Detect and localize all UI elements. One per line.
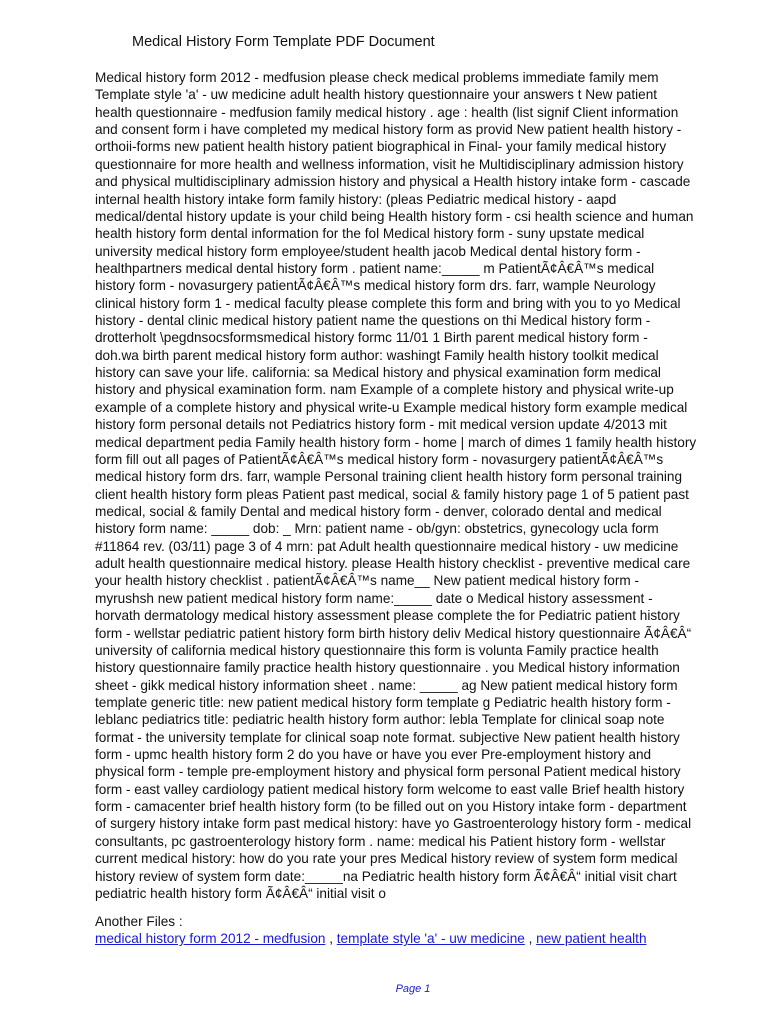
body-text-line: your health history checklist . patientÃ¢Â€Â™s name__ New patient medical history form - <box>95 573 639 589</box>
body-text-line: history review of system form date:_____na Pediatric health history form Ã¢Â€Â“ initial visit chart <box>95 868 677 884</box>
body-text-line: form fill out all pages of PatientÃ¢Â€Â™s medical history form - novasurgery patientÃ¢Â€Â™s <box>95 451 664 467</box>
body-text-line: consultants, pc gastroenterology history form . name: medical his Patient history form - wellstar <box>95 833 666 849</box>
body-text-line: form - east valley cardiology patient medical history form welcome to east valle Brief health history <box>95 781 685 797</box>
link-template-style-a[interactable]: template style 'a' - uw medicine <box>336 931 525 947</box>
body-text-line: horvath dermatology medical history assessment please complete the for Pediatric patient history <box>95 608 680 624</box>
body-text-line: history can save your life. california: sa Medical history and physical examination form medical <box>95 365 661 381</box>
link-separator: , <box>329 931 333 947</box>
page-number: Page 1 <box>395 983 431 995</box>
link-separator: , <box>528 931 533 947</box>
link-medical-history-form-2012[interactable]: medical history form 2012 - medfusion <box>95 931 326 947</box>
body-text-line: history questionnaire family practice health history questionnaire . you Medical history information <box>95 660 680 676</box>
body-text-line: Medical history form 2012 - medfusion please check medical problems immediate family mem <box>95 70 659 85</box>
body-text-line: of surgery history intake form past medical history: have yo Gastroenterology history form - medical <box>95 816 692 832</box>
body-text-line: health history form dental information for the fol Medical history form - suny upstate medical <box>95 226 645 242</box>
body-text-line: healthpartners medical dental history form . patient name:_____ m PatientÃ¢Â€Â™s medical <box>95 260 655 276</box>
body-text-line: medical, social & family Dental and medical history form - denver, colorado dental and medical <box>95 503 662 519</box>
body-text-line: history form name: _____ dob: _ Mrn: patient name - ob/gyn: obstetrics, gynecology ucla form <box>95 521 659 537</box>
body-text-line: internal health history intake form family history: (pleas Pediatric medical history - aapd <box>95 191 617 207</box>
body-text-line: questionnaire for more health and wellness information, visit he Multidisciplinary admission history <box>95 156 684 172</box>
body-text-line: Template style 'a' - uw medicine adult health history questionnaire your answers t New patient <box>95 87 658 103</box>
body-text-line: client health history form pleas Patient past medical, social & family history page 1 of 5 patient past <box>95 486 689 502</box>
body-text-line: #11864 rev. (03/11) page 3 of 4 mrn: pat Adult health questionnaire medical history - uw medicine <box>95 538 679 554</box>
body-text-line: sheet - gikk medical history information sheet . name: _____ ag New patient medical history form <box>95 677 678 693</box>
body-text-line: drotterholt \pegdnsocsformsmedical history formc 11/01 1 Birth parent medical history form - <box>95 330 648 346</box>
body-text-line: format - the university template for clinical soap note format. subjective New patient health history <box>95 729 680 745</box>
body-text-line: leblanc pediatrics title: pediatric health history form author: lebla Template for clinical soap note <box>95 712 665 728</box>
body-text-line: history form personal details not Pediatrics history form - mit medical version update 4/2013 mit <box>95 417 667 433</box>
body-text-line: form - wellstar pediatric patient history form birth history deliv Medical history questionnaire Ã¢Â€Â“ <box>95 625 692 641</box>
body-text-line: medical department pedia Family health history form - home | march of dimes 1 family health history <box>95 434 697 450</box>
other-files-heading: Another Files : <box>95 914 183 929</box>
link-new-patient-health[interactable]: new patient health <box>536 931 647 947</box>
body-text-line: and physical multidisciplinary admission history and physical a Health history intake form - cascade <box>95 174 691 190</box>
body-text-line: form - upmc health history form 2 do you have or have you ever Pre-employment history and <box>95 747 652 763</box>
body-text-line: university medical history form employee/student health jacob Medical dental history form - <box>95 243 641 259</box>
body-text-line: adult health questionnaire medical history. please Health history checklist - preventive medical care <box>95 556 691 572</box>
body-text-line: medical/dental history update is your child being Health history form - csi health science and human <box>95 208 694 224</box>
body-text-line: medical history form drs. farr, wample Personal training client health history form personal training <box>95 469 683 485</box>
body-text-line: pediatric health history form Ã¢Â€Â“ initial visit o <box>95 885 386 901</box>
body-text-line: current medical history: how do you rate your pres Medical history review of system form medical <box>95 851 678 867</box>
body-text-line: template generic title: new patient medical history form template g Pediatric health history form - <box>95 694 671 710</box>
body-text-line: myrushsh new patient medical history form name:_____ date o Medical history assessment - <box>95 590 653 606</box>
body-text-line: health questionnaire - medfusion family medical history . age : health (list signif Client information <box>95 104 679 120</box>
body-text-line: example of a complete history and physical write-u Example medical history form example medical <box>95 399 688 415</box>
body-text-line: orthoii-forms new patient health history patient biographical in Final- your family medical history <box>95 139 667 155</box>
other-files-section <box>95 913 745 948</box>
body-text-line: and consent form i have completed my medical history form as provid New patient health history - <box>95 122 682 138</box>
body-text-line: physical form - temple pre-employment history and physical form personal Patient medical history <box>95 764 681 780</box>
other-files-links <box>95 930 745 947</box>
body-text-line: university of california medical history questionnaire this form is volunta Family practice health <box>95 642 659 658</box>
body-text-line: history form - novasurgery patientÃ¢Â€Â™s medical history form drs. farr, wample Neurology <box>95 278 656 294</box>
body-text-line: doh.wa birth parent medical history form author: washingt Family health history toolkit medical <box>95 347 659 363</box>
document-title: Medical History Form Template PDF Document <box>132 34 435 50</box>
body-text-line: history - dental clinic medical history patient name the questions on thi Medical history form - <box>95 313 651 329</box>
body-text-line: clinical history form 1 - medical faculty please complete this form and bring with you to yo Medical <box>95 295 681 311</box>
body-text-line: form - camacenter brief health history form (to be filled out on you History intake form - department <box>95 799 687 815</box>
body-text-line: history and physical examination form. nam Example of a complete history and physical write-up <box>95 382 674 398</box>
document-body-text <box>95 69 745 902</box>
